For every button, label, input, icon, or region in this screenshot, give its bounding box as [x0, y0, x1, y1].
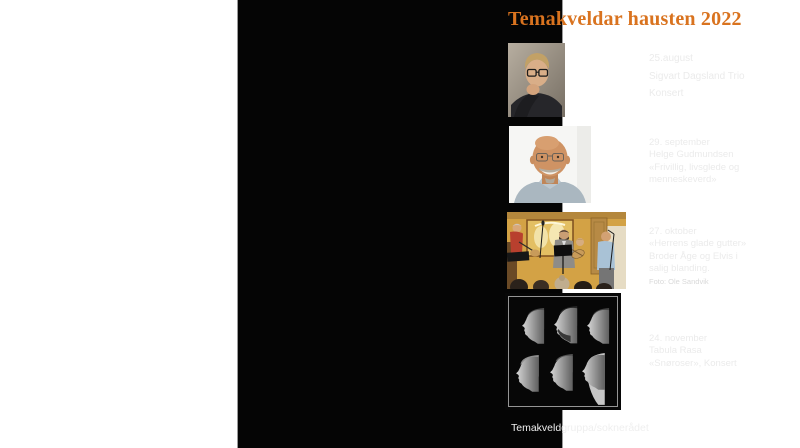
event-september-text	[649, 137, 739, 187]
event-theme-line: «Frivillig, livsglede og	[649, 161, 740, 173]
event-description-line: Broder Åge og Elvis i	[649, 250, 738, 262]
event-performer: Helge Gudmundsen	[649, 149, 734, 161]
poster-title: Temakveldar hausten 2022	[508, 8, 742, 30]
event-date: 25.august	[649, 53, 693, 64]
helge-gudmundsen-portrait-photo	[509, 126, 591, 203]
event-type: «Snøroser», Konsert	[649, 357, 737, 369]
event-date: 27. oktober	[649, 226, 697, 237]
sigvart-dagsland-portrait-photo	[508, 43, 565, 117]
event-oktober-text	[649, 226, 746, 287]
event-description-line: salig blanding.	[649, 263, 710, 275]
organizer-credit: Temakveldgruppa/soknerådet	[511, 422, 649, 434]
event-performer: «Herrens glade gutter»	[649, 238, 747, 250]
tabula-rasa-ensemble-photo	[505, 293, 621, 410]
poster-black-panel	[237, 0, 747, 448]
photo-credit: Foto: Ole Sandvik	[649, 276, 709, 286]
event-performer: Sigvart Dagsland Trio	[649, 70, 745, 82]
event-date: 24. november	[649, 333, 708, 344]
event-august-text	[649, 50, 745, 103]
herrens-glade-gutter-band-photo	[507, 212, 626, 289]
event-type: Konsert	[649, 88, 684, 99]
event-november-text	[649, 333, 737, 370]
event-performer: Tabula Rasa	[649, 345, 702, 357]
event-date: 29. september	[649, 137, 710, 148]
event-theme-line: menneskeverd»	[649, 174, 717, 186]
